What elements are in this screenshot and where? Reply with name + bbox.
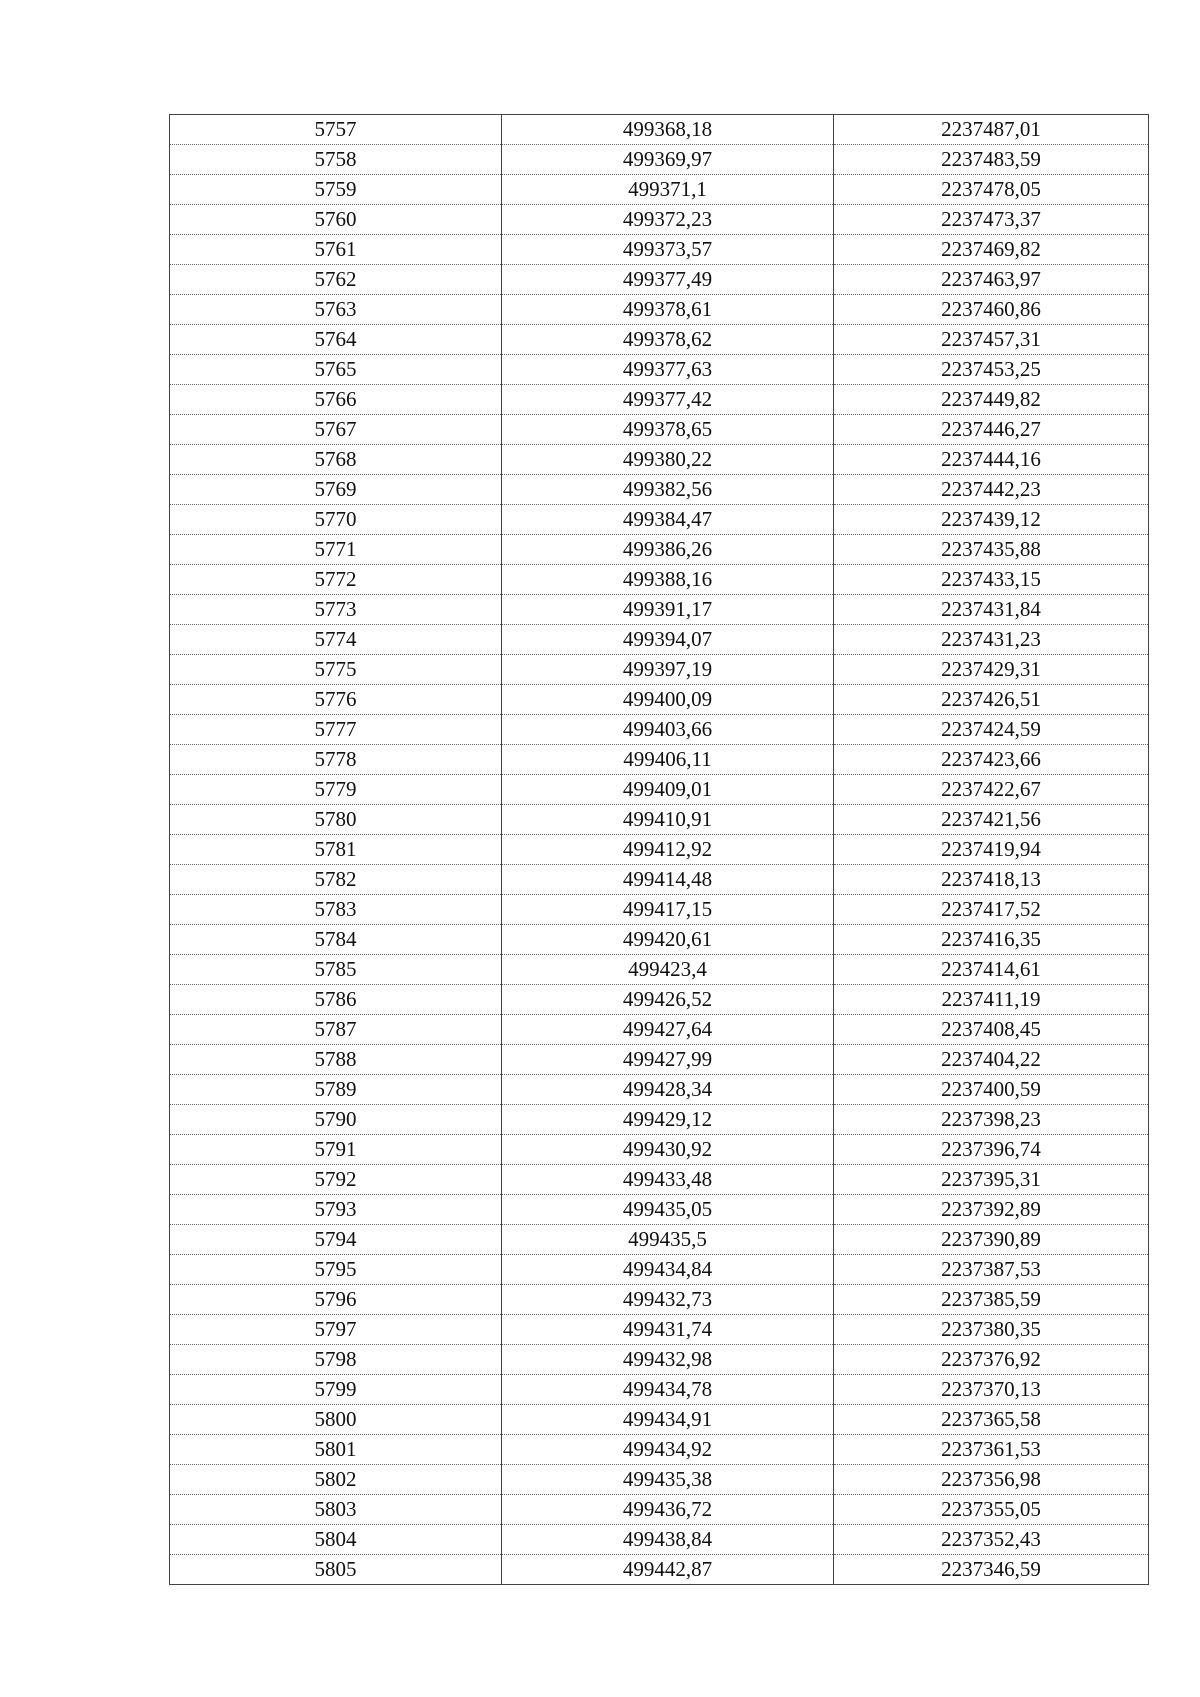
table-row (170, 1315, 1149, 1345)
table-row (170, 1495, 1149, 1525)
y-coordinate-cell: 2237442,23 (834, 475, 1149, 505)
y-coordinate-cell: 2237483,59 (834, 145, 1149, 175)
table-row (170, 205, 1149, 235)
point-number-cell: 5783 (170, 895, 502, 925)
y-coordinate-cell: 2237361,53 (834, 1435, 1149, 1465)
y-coordinate-cell: 2237421,56 (834, 805, 1149, 835)
point-number-cell: 5782 (170, 865, 502, 895)
table-row (170, 355, 1149, 385)
x-coordinate-cell: 499434,91 (502, 1405, 834, 1435)
x-coordinate-cell: 499368,18 (502, 115, 834, 145)
table-row (170, 685, 1149, 715)
point-number-cell: 5791 (170, 1135, 502, 1165)
x-coordinate-cell: 499432,98 (502, 1345, 834, 1375)
y-coordinate-cell: 2237426,51 (834, 685, 1149, 715)
point-number-cell: 5790 (170, 1105, 502, 1135)
y-coordinate-cell: 2237431,84 (834, 595, 1149, 625)
x-coordinate-cell: 499378,65 (502, 415, 834, 445)
x-coordinate-cell: 499435,05 (502, 1195, 834, 1225)
point-number-cell: 5766 (170, 385, 502, 415)
y-coordinate-cell: 2237469,82 (834, 235, 1149, 265)
table-row (170, 655, 1149, 685)
point-number-cell: 5773 (170, 595, 502, 625)
table-row (170, 715, 1149, 745)
point-number-cell: 5784 (170, 925, 502, 955)
table-row (170, 1555, 1149, 1585)
point-number-cell: 5780 (170, 805, 502, 835)
x-coordinate-cell: 499436,72 (502, 1495, 834, 1525)
table-row (170, 1405, 1149, 1435)
x-coordinate-cell: 499369,97 (502, 145, 834, 175)
table-row (170, 445, 1149, 475)
point-number-cell: 5775 (170, 655, 502, 685)
point-number-cell: 5759 (170, 175, 502, 205)
table-row (170, 325, 1149, 355)
y-coordinate-cell: 2237439,12 (834, 505, 1149, 535)
x-coordinate-cell: 499377,42 (502, 385, 834, 415)
y-coordinate-cell: 2237433,15 (834, 565, 1149, 595)
y-coordinate-cell: 2237418,13 (834, 865, 1149, 895)
y-coordinate-cell: 2237444,16 (834, 445, 1149, 475)
y-coordinate-cell: 2237398,23 (834, 1105, 1149, 1135)
x-coordinate-cell: 499426,52 (502, 985, 834, 1015)
point-number-cell: 5763 (170, 295, 502, 325)
table-row (170, 925, 1149, 955)
x-coordinate-cell: 499417,15 (502, 895, 834, 925)
y-coordinate-cell: 2237376,92 (834, 1345, 1149, 1375)
table-row (170, 1435, 1149, 1465)
point-number-cell: 5803 (170, 1495, 502, 1525)
table-row (170, 1135, 1149, 1165)
table-row (170, 805, 1149, 835)
coordinates-table-body (170, 115, 1149, 1585)
table-row (170, 1465, 1149, 1495)
y-coordinate-cell: 2237355,05 (834, 1495, 1149, 1525)
table-row (170, 505, 1149, 535)
x-coordinate-cell: 499434,92 (502, 1435, 834, 1465)
point-number-cell: 5758 (170, 145, 502, 175)
y-coordinate-cell: 2237408,45 (834, 1015, 1149, 1045)
table-row (170, 175, 1149, 205)
x-coordinate-cell: 499378,62 (502, 325, 834, 355)
x-coordinate-cell: 499391,17 (502, 595, 834, 625)
point-number-cell: 5804 (170, 1525, 502, 1555)
y-coordinate-cell: 2237404,22 (834, 1045, 1149, 1075)
x-coordinate-cell: 499380,22 (502, 445, 834, 475)
x-coordinate-cell: 499433,48 (502, 1165, 834, 1195)
table-row (170, 145, 1149, 175)
point-number-cell: 5795 (170, 1255, 502, 1285)
point-number-cell: 5801 (170, 1435, 502, 1465)
table-row (170, 1285, 1149, 1315)
table-row (170, 955, 1149, 985)
y-coordinate-cell: 2237478,05 (834, 175, 1149, 205)
x-coordinate-cell: 499394,07 (502, 625, 834, 655)
x-coordinate-cell: 499432,73 (502, 1285, 834, 1315)
point-number-cell: 5796 (170, 1285, 502, 1315)
y-coordinate-cell: 2237423,66 (834, 745, 1149, 775)
y-coordinate-cell: 2237435,88 (834, 535, 1149, 565)
x-coordinate-cell: 499400,09 (502, 685, 834, 715)
y-coordinate-cell: 2237463,97 (834, 265, 1149, 295)
x-coordinate-cell: 499442,87 (502, 1555, 834, 1585)
y-coordinate-cell: 2237416,35 (834, 925, 1149, 955)
table-row (170, 895, 1149, 925)
x-coordinate-cell: 499372,23 (502, 205, 834, 235)
table-row (170, 865, 1149, 895)
table-row (170, 385, 1149, 415)
table-row (170, 1165, 1149, 1195)
x-coordinate-cell: 499420,61 (502, 925, 834, 955)
y-coordinate-cell: 2237395,31 (834, 1165, 1149, 1195)
point-number-cell: 5774 (170, 625, 502, 655)
y-coordinate-cell: 2237460,86 (834, 295, 1149, 325)
table-row (170, 265, 1149, 295)
table-row (170, 775, 1149, 805)
table-row (170, 235, 1149, 265)
point-number-cell: 5772 (170, 565, 502, 595)
y-coordinate-cell: 2237429,31 (834, 655, 1149, 685)
point-number-cell: 5779 (170, 775, 502, 805)
x-coordinate-cell: 499377,63 (502, 355, 834, 385)
y-coordinate-cell: 2237422,67 (834, 775, 1149, 805)
x-coordinate-cell: 499382,56 (502, 475, 834, 505)
point-number-cell: 5793 (170, 1195, 502, 1225)
point-number-cell: 5762 (170, 265, 502, 295)
point-number-cell: 5770 (170, 505, 502, 535)
x-coordinate-cell: 499434,78 (502, 1375, 834, 1405)
y-coordinate-cell: 2237411,19 (834, 985, 1149, 1015)
point-number-cell: 5787 (170, 1015, 502, 1045)
x-coordinate-cell: 499378,61 (502, 295, 834, 325)
point-number-cell: 5768 (170, 445, 502, 475)
x-coordinate-cell: 499428,34 (502, 1075, 834, 1105)
table-row (170, 1225, 1149, 1255)
table-row (170, 1255, 1149, 1285)
point-number-cell: 5797 (170, 1315, 502, 1345)
point-number-cell: 5765 (170, 355, 502, 385)
point-number-cell: 5781 (170, 835, 502, 865)
point-number-cell: 5792 (170, 1165, 502, 1195)
y-coordinate-cell: 2237453,25 (834, 355, 1149, 385)
point-number-cell: 5767 (170, 415, 502, 445)
y-coordinate-cell: 2237414,61 (834, 955, 1149, 985)
point-number-cell: 5769 (170, 475, 502, 505)
point-number-cell: 5794 (170, 1225, 502, 1255)
table-row (170, 1195, 1149, 1225)
y-coordinate-cell: 2237419,94 (834, 835, 1149, 865)
table-row (170, 475, 1149, 505)
y-coordinate-cell: 2237387,53 (834, 1255, 1149, 1285)
y-coordinate-cell: 2237400,59 (834, 1075, 1149, 1105)
table-row (170, 535, 1149, 565)
y-coordinate-cell: 2237457,31 (834, 325, 1149, 355)
x-coordinate-cell: 499397,19 (502, 655, 834, 685)
table-row (170, 745, 1149, 775)
point-number-cell: 5761 (170, 235, 502, 265)
x-coordinate-cell: 499406,11 (502, 745, 834, 775)
y-coordinate-cell: 2237449,82 (834, 385, 1149, 415)
table-row (170, 565, 1149, 595)
point-number-cell: 5777 (170, 715, 502, 745)
y-coordinate-cell: 2237380,35 (834, 1315, 1149, 1345)
x-coordinate-cell: 499427,64 (502, 1015, 834, 1045)
table-row (170, 415, 1149, 445)
y-coordinate-cell: 2237392,89 (834, 1195, 1149, 1225)
coordinates-table (169, 114, 1149, 1585)
table-row (170, 1105, 1149, 1135)
y-coordinate-cell: 2237370,13 (834, 1375, 1149, 1405)
point-number-cell: 5800 (170, 1405, 502, 1435)
table-row (170, 1075, 1149, 1105)
table-row (170, 625, 1149, 655)
x-coordinate-cell: 499431,74 (502, 1315, 834, 1345)
x-coordinate-cell: 499386,26 (502, 535, 834, 565)
point-number-cell: 5798 (170, 1345, 502, 1375)
x-coordinate-cell: 499430,92 (502, 1135, 834, 1165)
y-coordinate-cell: 2237396,74 (834, 1135, 1149, 1165)
table-row (170, 115, 1149, 145)
x-coordinate-cell: 499423,4 (502, 955, 834, 985)
point-number-cell: 5788 (170, 1045, 502, 1075)
y-coordinate-cell: 2237346,59 (834, 1555, 1149, 1585)
y-coordinate-cell: 2237431,23 (834, 625, 1149, 655)
x-coordinate-cell: 499429,12 (502, 1105, 834, 1135)
x-coordinate-cell: 499435,38 (502, 1465, 834, 1495)
table-row (170, 985, 1149, 1015)
x-coordinate-cell: 499403,66 (502, 715, 834, 745)
table-row (170, 1045, 1149, 1075)
y-coordinate-cell: 2237487,01 (834, 115, 1149, 145)
point-number-cell: 5802 (170, 1465, 502, 1495)
table-row (170, 1375, 1149, 1405)
x-coordinate-cell: 499412,92 (502, 835, 834, 865)
table-row (170, 595, 1149, 625)
point-number-cell: 5785 (170, 955, 502, 985)
x-coordinate-cell: 499414,48 (502, 865, 834, 895)
point-number-cell: 5778 (170, 745, 502, 775)
point-number-cell: 5805 (170, 1555, 502, 1585)
y-coordinate-cell: 2237390,89 (834, 1225, 1149, 1255)
point-number-cell: 5757 (170, 115, 502, 145)
x-coordinate-cell: 499438,84 (502, 1525, 834, 1555)
x-coordinate-cell: 499377,49 (502, 265, 834, 295)
x-coordinate-cell: 499388,16 (502, 565, 834, 595)
x-coordinate-cell: 499410,91 (502, 805, 834, 835)
table-row (170, 1015, 1149, 1045)
point-number-cell: 5786 (170, 985, 502, 1015)
y-coordinate-cell: 2237417,52 (834, 895, 1149, 925)
table-row (170, 295, 1149, 325)
x-coordinate-cell: 499435,5 (502, 1225, 834, 1255)
x-coordinate-cell: 499384,47 (502, 505, 834, 535)
point-number-cell: 5776 (170, 685, 502, 715)
y-coordinate-cell: 2237446,27 (834, 415, 1149, 445)
x-coordinate-cell: 499434,84 (502, 1255, 834, 1285)
y-coordinate-cell: 2237352,43 (834, 1525, 1149, 1555)
x-coordinate-cell: 499373,57 (502, 235, 834, 265)
point-number-cell: 5799 (170, 1375, 502, 1405)
y-coordinate-cell: 2237365,58 (834, 1405, 1149, 1435)
y-coordinate-cell: 2237385,59 (834, 1285, 1149, 1315)
y-coordinate-cell: 2237356,98 (834, 1465, 1149, 1495)
table-row (170, 1345, 1149, 1375)
y-coordinate-cell: 2237473,37 (834, 205, 1149, 235)
x-coordinate-cell: 499409,01 (502, 775, 834, 805)
x-coordinate-cell: 499371,1 (502, 175, 834, 205)
point-number-cell: 5764 (170, 325, 502, 355)
table-row (170, 835, 1149, 865)
point-number-cell: 5760 (170, 205, 502, 235)
y-coordinate-cell: 2237424,59 (834, 715, 1149, 745)
point-number-cell: 5789 (170, 1075, 502, 1105)
x-coordinate-cell: 499427,99 (502, 1045, 834, 1075)
table-row (170, 1525, 1149, 1555)
point-number-cell: 5771 (170, 535, 502, 565)
